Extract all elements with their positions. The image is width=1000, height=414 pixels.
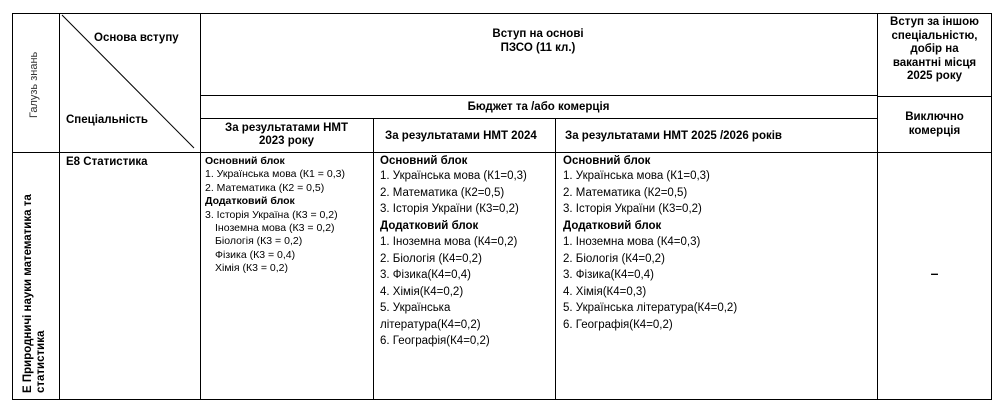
- subject-item: 4. Хімія(К4=0,3): [563, 285, 647, 298]
- subject-item: 2. Біологія (К4=0,2): [563, 252, 665, 265]
- subject-item: 2. Математика (К2=0,5): [563, 186, 688, 199]
- nmt-2023-header: За результатами НМТ 2023 року: [225, 122, 348, 147]
- extra-block-title: Додатковий блок: [380, 219, 479, 232]
- specialty-value: Е8 Статистика: [66, 156, 148, 168]
- subject-item: 4. Хімія(К4=0,2): [380, 285, 464, 298]
- subject-item: Біологія (К3 = 0,2): [215, 235, 303, 248]
- nmt-2025-subjects: [563, 155, 737, 333]
- subject-item: 6. Географія(К4=0,2): [380, 335, 490, 347]
- main-block-title: Основний блок: [380, 155, 468, 167]
- extra-block-title: Додатковий блок: [205, 195, 295, 208]
- nmt-2025-header: За результатами НМТ 2025 /2026 років: [565, 130, 783, 142]
- other-specialty-header: Вступ за іншою спеціальністю, добір на вакантні місця 2025 року: [890, 16, 979, 82]
- budget-or-commerce-header: Бюджет та /або комерція: [467, 101, 610, 113]
- subject-item: 6. Географія(К4=0,2): [563, 318, 673, 331]
- subject-item: Фізика (К3 = 0,4): [215, 248, 296, 261]
- subject-item: 3. Історія України (К3=0,2): [563, 203, 702, 215]
- subject-item: 3. Фізика(К4=0,4): [563, 269, 654, 281]
- field-of-knowledge-header: Галузь знань: [28, 51, 40, 118]
- commerce-only-header: Виключно комерція: [905, 111, 964, 137]
- other-specialty-value: –: [930, 265, 939, 281]
- admission-title: Вступ на основі ПЗСО (11 кл.): [492, 28, 584, 54]
- subject-item: 1. Іноземна мова (К4=0,3): [563, 236, 701, 248]
- main-block-title: Основний блок: [205, 155, 285, 167]
- subject-item: література(К4=0,2): [380, 318, 481, 331]
- subject-item: 1. Українська мова (К1 = 0,3): [205, 168, 345, 181]
- subject-item: 1. Українська мова (К1=0,3): [380, 170, 527, 182]
- subject-item: 2. Математика (К2 = 0,5): [205, 181, 325, 194]
- subject-item: 2. Біологія (К4=0,2): [380, 252, 482, 265]
- field-of-knowledge-value: Е Природничі науки математика та статистика: [22, 194, 47, 393]
- nmt-2024-header: За результатами НМТ 2024: [385, 130, 537, 142]
- subject-item: 5. Українська: [380, 302, 451, 314]
- extra-block-title: Додатковий блок: [563, 219, 662, 232]
- subject-item: 3. Історія України (К3=0,2): [380, 203, 519, 215]
- subject-item: Іноземна мова (К3 = 0,2): [215, 222, 335, 235]
- subject-item: 3. Фізика(К4=0,4): [380, 269, 471, 281]
- subject-item: Хімія (К3 = 0,2): [215, 262, 289, 275]
- subject-item: 1. Іноземна мова (К4=0,2): [380, 236, 518, 248]
- subject-item: 1. Українська мова (К1=0,3): [563, 170, 710, 182]
- specialty-header: Спеціальність: [66, 114, 148, 126]
- subject-item: 5. Українська література(К4=0,2): [563, 302, 738, 314]
- subject-item: 2. Математика (К2=0,5): [380, 186, 505, 199]
- subject-item: 3. Історія Україна (К3 = 0,2): [205, 208, 338, 221]
- nmt-2023-subjects: [205, 155, 345, 276]
- basis-of-admission-header: Основа вступу: [94, 32, 179, 44]
- nmt-2024-subjects: [380, 155, 527, 350]
- main-block-title: Основний блок: [563, 155, 651, 167]
